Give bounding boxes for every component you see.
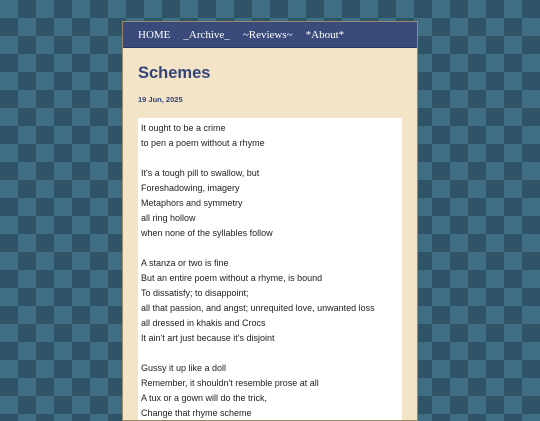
poem-stanza — [141, 361, 399, 421]
poem-line: Remember, it shouldn't resemble prose at all — [141, 378, 319, 388]
poem-line: when none of the syllables follow — [141, 228, 273, 238]
nav-reviews-link[interactable]: ~Reviews~ — [242, 28, 293, 41]
poem-line: A tux or a gown will do the trick, — [141, 393, 268, 403]
poem-line: to pen a poem without a rhyme — [141, 138, 265, 148]
nav-archive-link[interactable]: _Archive_ — [183, 28, 230, 41]
poem-line: It ought to be a crime — [141, 123, 226, 133]
page-container — [122, 21, 418, 421]
nav-about-link[interactable]: *About* — [305, 28, 345, 41]
post-title: Schemes — [138, 64, 211, 82]
poem-line: A stanza or two is fine — [141, 258, 229, 268]
poem-stanza — [141, 256, 399, 346]
top-nav — [123, 22, 417, 48]
poem-line: all that passion, and angst; unrequited love, unwanted loss — [141, 303, 375, 313]
poem-stanza — [141, 121, 399, 151]
poem-line: It ain't art just because it's disjoint — [141, 333, 275, 343]
post-date: 19 Jun, 2025 — [138, 95, 183, 104]
post-content — [123, 63, 417, 421]
poem-line: To dissatisfy; to disappoint; — [141, 288, 249, 298]
poem-line: It's a tough pill to swallow, but — [141, 168, 260, 178]
poem-line: all dressed in khakis and Crocs — [141, 318, 266, 328]
poem-line: But an entire poem without a rhyme, is bound — [141, 273, 323, 283]
poem-line: Foreshadowing, imagery — [141, 183, 240, 193]
poem-stanza — [141, 166, 399, 241]
poem-body — [138, 118, 402, 421]
poem-line: all ring hollow — [141, 213, 196, 223]
nav-home-link[interactable]: HOME — [138, 28, 171, 41]
poem-line: Change that rhyme scheme — [141, 408, 252, 418]
poem-line: Metaphors and symmetry — [141, 198, 243, 208]
poem-line: Gussy it up like a doll — [141, 363, 227, 373]
